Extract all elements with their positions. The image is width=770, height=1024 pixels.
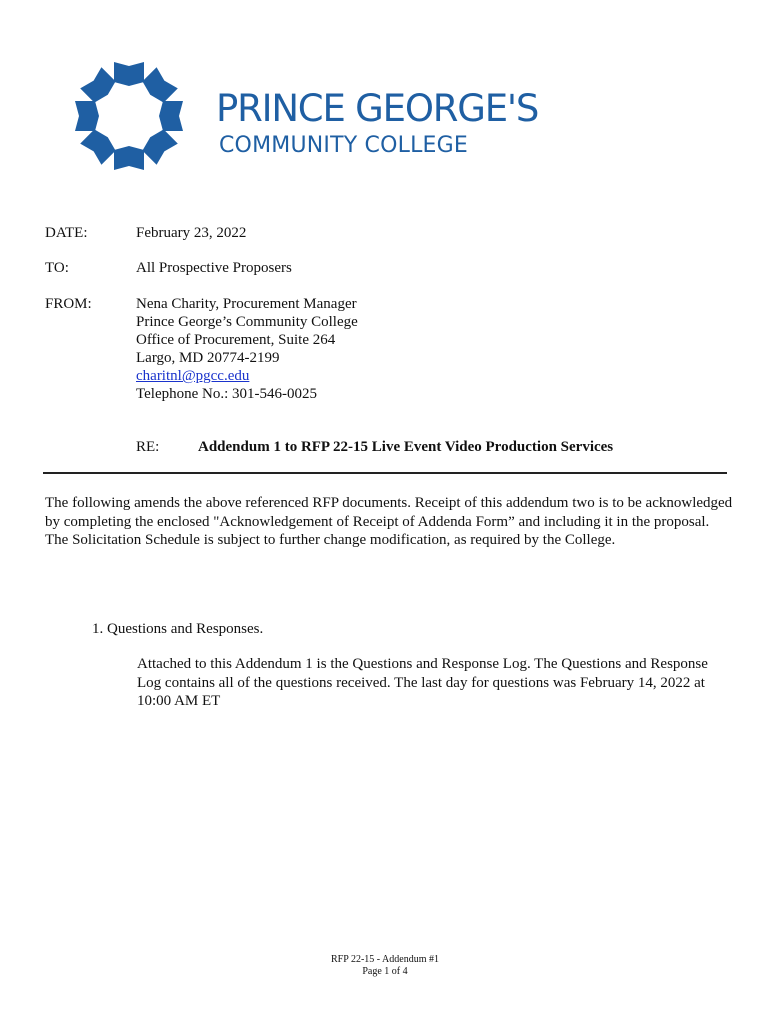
from-organization: Prince George’s Community College	[136, 314, 358, 330]
college-logo	[58, 54, 588, 178]
intro-line: by completing the enclosed "Acknowledgement of Receipt of Addenda Form” and including it in the proposal.	[45, 513, 710, 530]
from-name: Nena Charity, Procurement Manager	[136, 296, 357, 312]
date-label: DATE:	[45, 225, 88, 241]
from-phone: Telephone No.: 301-546-0025	[136, 386, 317, 402]
from-block	[136, 295, 358, 403]
intro-line: The following amends the above referenced RFP documents. Receipt of this addendum two is to be acknowledged	[45, 495, 733, 511]
intro-line: The Solicitation Schedule is subject to further change modification, as required by the College.	[45, 532, 616, 548]
item-1-body	[137, 655, 708, 711]
logo-wordmark-line1: PRINCE GEORGE'S	[216, 87, 539, 130]
to-value: All Prospective Proposers	[136, 260, 292, 276]
from-office: Office of Procurement, Suite 264	[136, 332, 336, 348]
header-divider	[43, 472, 727, 474]
from-address: Largo, MD 20774-2199	[136, 350, 280, 366]
date-value: February 23, 2022	[136, 225, 247, 241]
re-label: RE:	[136, 439, 160, 455]
footer-document-id: RFP 22-15 - Addendum #1	[331, 954, 439, 965]
email-link[interactable]: charitnl@pgcc.edu	[136, 368, 250, 384]
item-1-line: 10:00 AM ET	[137, 693, 221, 709]
re-subject: Addendum 1 to RFP 22-15 Live Event Video Production Services	[198, 439, 614, 455]
item-1-line: Log contains all of the questions received. The last day for questions was February 14, 2022 at	[137, 674, 705, 691]
from-label: FROM:	[45, 296, 92, 312]
open-book-ring-icon	[58, 54, 200, 178]
item-1-line: Attached to this Addendum 1 is the Questions and Response Log. The Questions and Response	[137, 656, 708, 672]
logo-wordmark-line2: COMMUNITY COLLEGE	[219, 133, 468, 158]
intro-paragraph	[45, 494, 735, 550]
item-1-heading: 1. Questions and Responses.	[92, 621, 264, 637]
footer-page-number: Page 1 of 4	[362, 966, 408, 977]
to-label: TO:	[45, 260, 69, 276]
